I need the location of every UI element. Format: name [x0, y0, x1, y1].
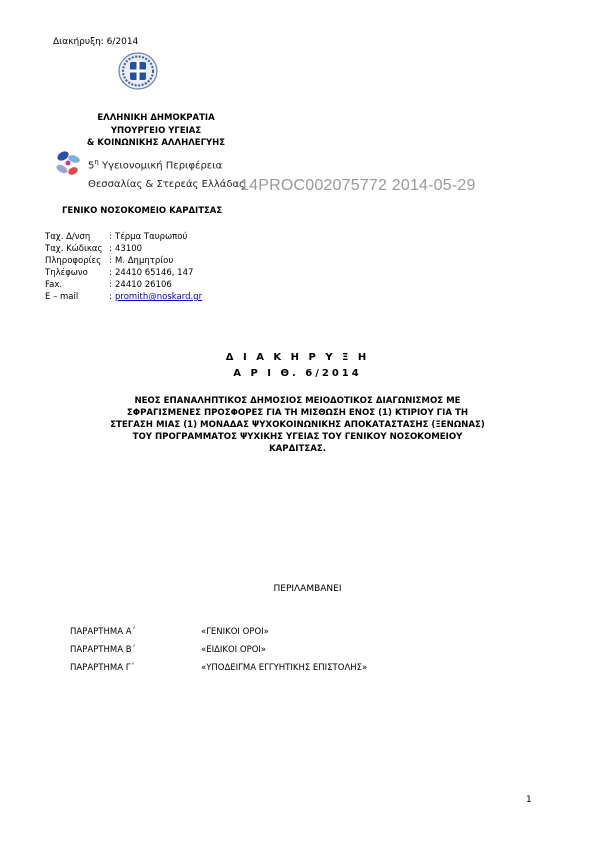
document-number: Α Ρ Ι Θ. 6/2014 [233, 368, 362, 379]
subject-line-5: ΚΑΡΔΙΤΣΑΣ. [269, 444, 326, 454]
hospital-name: ΓΕΝΙΚΟ ΝΟΣΟΚΟΜΕΙΟ ΚΑΡΔΙΤΣΑΣ [62, 206, 223, 216]
page-number: 1 [526, 795, 532, 805]
greek-emblem-icon [118, 52, 158, 90]
health-region-logo-icon [53, 147, 83, 179]
ministry-line-3: & ΚΟΙΝΩΝΙΚΗΣ ΑΛΛΗΛΕΓΥΗΣ [86, 138, 226, 148]
health-region-line-1: $5^\eta$ Υγειονομική Περιφέρεια [88, 158, 223, 172]
health-region-line-2: Θεσσαλίας & Στερεάς Ελλάδας [88, 179, 245, 190]
ministry-line-1: ΕΛΛΗΝΙΚΗ ΔΗΜΟΚΡΑΤΙΑ [97, 113, 215, 123]
proclamation-ref: Διακήρυξη: 6/2014 [53, 37, 139, 47]
subject-line-4: ΤΟΥ ΠΡΟΓΡΑΜΜΑΤΟΣ ΨΥΧΙΚΗΣ ΥΓΕΙΑΣ ΤΟΥ ΓΕΝΙΚΟΥ ΝΟΣΟΚΟΜΕΙΟΥ [132, 432, 463, 442]
ministry-line-2: ΥΠΟΥΡΓΕΙΟ ΥΓΕΙΑΣ [110, 126, 202, 136]
subject-line-3: ΣΤΕΓΑΣΗ ΜΙΑΣ (1) ΜΟΝΑΔΑΣ ΨΥΧΟΚΟΙΝΩΝΙΚΗΣ ΑΠΟΚΑΤΑΣΤΑΣΗΣ (ΞΕΝΩΝΑΣ) [110, 420, 485, 430]
registration-stamp: 14PROC002075772 2014-05-29 [240, 177, 476, 194]
subject-line-2: ΣΦΡΑΓΙΣΜΕΝΕΣ ΠΡΟΣΦΟΡΕΣ ΓΙΑ ΤΗ ΜΙΣΘΩΣΗ ΕΝΟΣ (1) ΚΤΙΡΙΟΥ ΓΙΑ ΤΗ [126, 408, 469, 418]
subject-line-1: ΝΕΟΣ ΕΠΑΝΑΛΗΠΤΙΚΟΣ ΔΗΜΟΣΙΟΣ ΜΕΙΟΔΟΤΙΚΟΣ ΔΙΑΓΩΝΙΣΜΟΣ ΜΕ [134, 396, 461, 406]
document-title: Δ Ι Α Κ Η Ρ Υ Ξ Η [225, 352, 370, 363]
includes-heading: ΠΕΡΙΛΑΜΒΑΝΕΙ [273, 584, 342, 594]
email-link[interactable]: promith@noskard.gr [115, 292, 203, 302]
